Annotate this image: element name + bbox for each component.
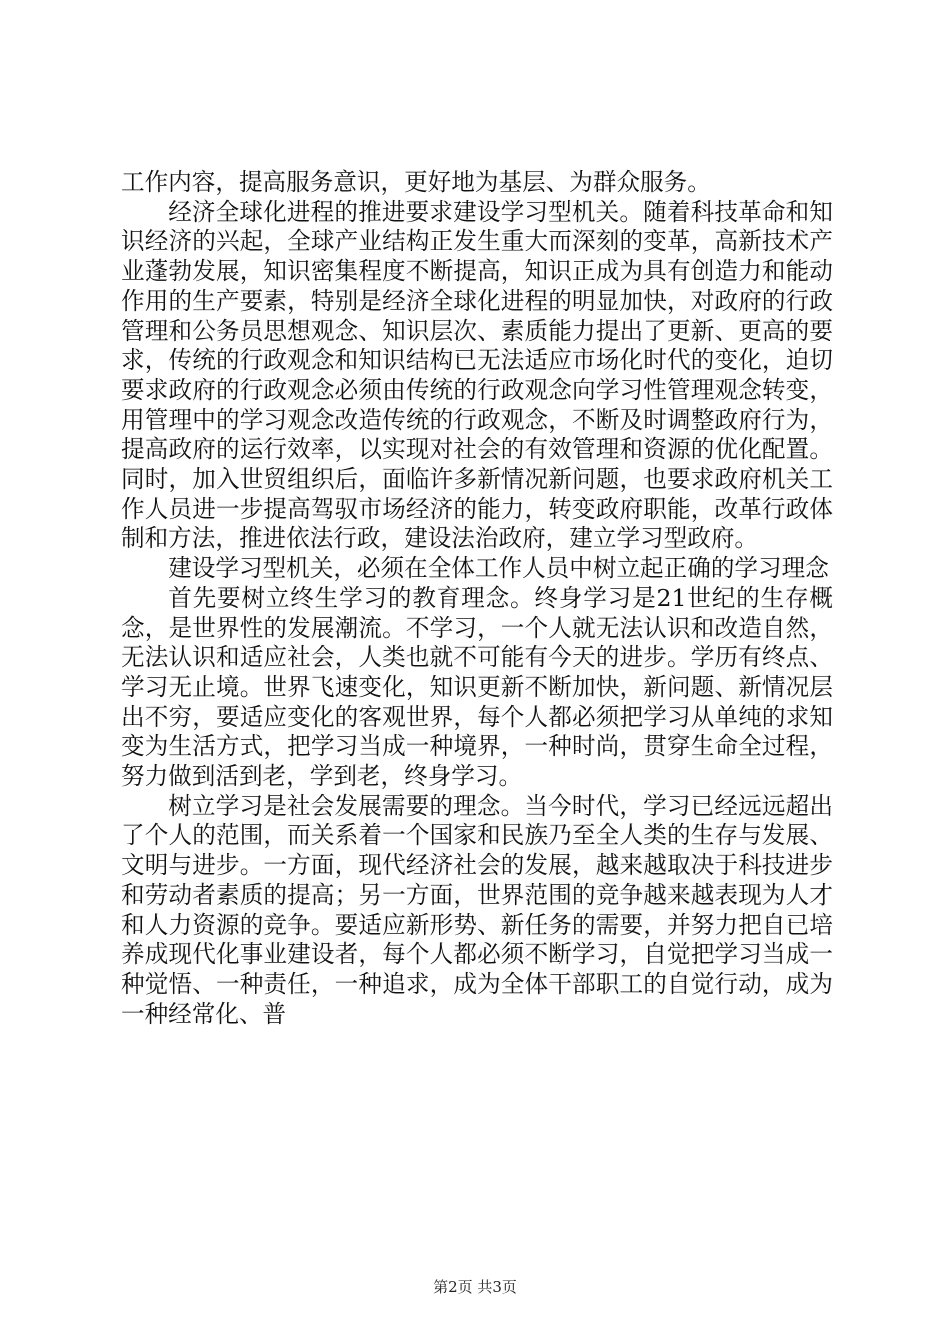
page-number-footer: 第2页 共3页: [433, 1278, 517, 1296]
paragraph-lifelong-learning: 首先要树立终生学习的教育理念。终身学习是21世纪的生存概念，是世界性的发展潮流。不学习，一个人就无法认识和改造自然，无法认识和适应社会，人类也就不可能有今天的进步。学历有终点、学习无止境。世界飞速变化，知识更新不断加快，新问题、新情况层出不穷，要适应变化的客观世界，每个人都必须把学习从单纯的求知变为生活方式，把学习当成一种境界，一种时尚，贯穿生命全过程，努力做到活到老，学到老，终身学习。: [121, 583, 833, 791]
document-body: [121, 168, 833, 1029]
paragraph-globalization: 经济全球化进程的推进要求建设学习型机关。随着科技革命和知识经济的兴起，全球产业结构正发生重大而深刻的变革，高新技术产业蓬勃发展，知识密集程度不断提高，知识正成为具有创造力和能动作用的生产要素，特别是经济全球化进程的明显加快，对政府的行政管理和公务员思想观念、知识层次、素质能力提出了更新、更高的要求，传统的行政观念和知识结构已无法适应市场化时代的变化，迫切要求政府的行政观念必须由传统的行政观念向学习性管理观念转变，用管理中的学习观念改造传统的行政观念，不断及时调整政府行为，提高政府的运行效率，以实现对社会的有效管理和资源的优化配置。同时，加入世贸组织后，面临许多新情况新问题，也要求政府机关工作人员进一步提高驾驭市场经济的能力，转变政府职能，改革行政体制和方法，推进依法行政，建设法治政府，建立学习型政府。: [121, 197, 833, 553]
paragraph-learning-concept-heading: 建设学习型机关，必须在全体工作人员中树立起正确的学习理念: [168, 554, 829, 583]
paragraph-continuation: 工作内容，提高服务意识，更好地为基层、为群众服务。: [121, 168, 711, 196]
paragraph-social-development: 树立学习是社会发展需要的理念。当今时代，学习已经远远超出了个人的范围，而关系着一个国家和民族乃至全人类的生存与发展、文明与进步。一方面，现代经济社会的发展，越来越取决于科技进步和劳动者素质的提高；另一方面，世界范围的竞争越来越表现为人才和人力资源的竞争。要适应新形势、新任务的需要，并努力把自已培养成现代化事业建设者，每个人都必须不断学习，自觉把学习当成一种觉悟、一种责任，一种追求，成为全体干部职工的自觉行动，成为一种经常化、普: [121, 791, 833, 1028]
